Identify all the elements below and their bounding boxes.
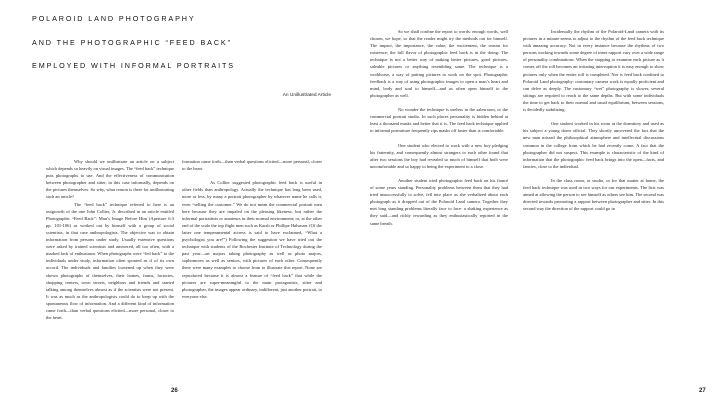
- paragraph: No wonder the technique is useless in the salesroom, or the commercial portrait studio. In such places personality is hidden behind at least a thousand masks and better that it is. The feed back technique applied to informal portraiture frequently rips masks off faster than is comfortable.: [370, 107, 508, 134]
- title-line-1: POLAROID LAND PHOTOGRAPHY: [32, 14, 196, 23]
- left-page-column-1: [46, 158, 174, 388]
- paragraph: One student who elected to work with a new boy pledging his fraternity, and consequently almost strangers to each other found that after two sessions the boy had revealed so much of himself that both were uncomfortable and so happy to being the experiment to a close.: [370, 142, 508, 169]
- article-title: [32, 14, 332, 85]
- right-page: [363, 0, 726, 420]
- paragraph: formation came forth—than verbal questions elicited—more personal, closer to the heart.: [182, 159, 322, 172]
- page-number-right: 27: [699, 388, 706, 394]
- right-page-column-1: [370, 28, 508, 378]
- title-line-2: AND THE PHOTOGRAPHIC “FEED BACK”: [32, 37, 232, 47]
- paragraph: In the class room, or studio, or for that matter at home, the feed back technique was used in two ways for our experiments. The first was aimed at allowing the person to see himself as others see him. The second was directed towards promoting a rapport between photographer and sitter. In this second way the direction of the rapport could go in: [523, 177, 664, 212]
- right-page-column-2: [523, 28, 664, 378]
- paragraph: As Collier suggested photographic feed back is useful in other fields than anthropology. Actually the technique has long been used, more or less, by many a portrait photographer by whatever name he calls it, even “selling the customer.” We do not mean the commercial portrait men here because they are impaled on the pleasing likeness; but rather the informal portraitists or amateurs in their normal environment; or, at the other end of the scale the top flight men such as Karsh or Phillipe Halsman. (Of the latter one temperamental actress is said to have exclaimed, “What a psychologist you are!”) Following the suggestion we have tried out the technique with students of the Rochester Institute of Technology during the past year—art majors taking photography as well as photo majors, sophomores as well as seniors, with pictures of each other. Consequently there were many examples to choose from to illustrate this report. None are reproduced because it is almost a feature of “feed back” that while the pictures are super-meaningful to the main protagonists, sitter and photographer, the images appear ordinary, indifferent, just another portrait, to everyone else.: [182, 180, 322, 299]
- paragraph: One student worked in his room at the dormitory and used as his subject a young dorm official. They shortly uncovered the fact that the new man missed the philosophical atmosphere and intellectual discussions common in the college from which he had recently come. A fact that the photographer did not suspect. This example is characteristic of the kind of information that the photographic feed back brings into the open—facts, and fancies, close to the individual.: [523, 121, 664, 169]
- page-number-left: 26: [171, 388, 178, 394]
- paragraph: The “feed back” technique referred to here is an outgrowth of the one John Collier, Jr. described in an article entitled Photographic “Feed Back”: Man’s Image Before Him (Aperture 6:3 pp. 101-106) as worked out by himself with a group of social scientists, in that case anthropologists. The objective was to obtain information from persons under study. Usually extensive questions were asked by trained scientists and answered, all too often, with a marked lack of enthusiasm. When photographs were “fed back” to the individuals under study, information often spouted as if of its own accord. The individuals and families loosened up when they were shown photographs of themselves, their homes, farms, factories, shopping centers, town streets, neighbors and friends and started talking among themselves almost as if the scientists were not present. It was as much as the anthropologists could do to keep up with the spontaneous flow of information. And a different kind of information came forth—than verbal questions elicited—more personal, closer to the heart.: [46, 201, 174, 321]
- paragraph: So we shall confine the report to words: enough words, well chosen, we hope, so that the reader might try the methods out for himself. The impact, the importance, the value, the excitement, the reason for existence; the full flavor of photographic feed back is in the doing: The technique is not a better way of making better pictures, good pictures, saleable pictures or anything resembling same. The technique is a workhorse, a way of putting pictures to work on the spot. Photographic feedback is a way of using photographic images to open a man’s heart and mind, body and soul to himself—and as often open himself to the photographer as well.: [370, 29, 508, 98]
- article-subtitle: An Unillustrated Article: [282, 93, 331, 98]
- paragraph: Why should we unillustrate an article on a subject which depends so heavily on visual images. The “feed back” technique puts photographs to use. And the effectiveness of communication between photographer and sitter, in this case informally, depends on the pictures themselves. So why, what reason is there for unillustrating such an article?: [46, 159, 174, 200]
- paragraph: Another student tried photographic feed back on his fiancé of some years standing. Personality problems between them that they had tried unsuccessfully to solve, fell into place as she verbalized about each photograph as it dropped out of the Polaroid Land camera. Together they met long standing problems literally face to face: a shaking experience as they said—and richly rewarding as they enthusiastically reported in the same breath.: [370, 177, 508, 226]
- title-line-3: EMPLOYED WITH INFORMAL PORTRAITS: [32, 61, 235, 70]
- paragraph: Incidentally the rhythm of the Polaroid-Land camera with its pictures in a minute seems to adjust to the rhythm of the feed back technique with amazing accuracy. Not in every instance because the rhythms of two persons working towards some degree of inner rapport vary over a wide range of personality combinations. When the stopping to examine each picture as it comes off the roll becomes an irritating interruption it is easy enough to show pictures only when the entire roll is completed. Nor is feed back confined to Polaroid Land photography: customary camera work is equally proficient and can delve as deeply. The customary “wet” photography is slower, several sittings are required to reach to the same depths. But with some individuals the time to get back to their normal and usual equilibrium, between sessions, is decidedly stabilizing.: [523, 29, 664, 113]
- left-page-column-2: [182, 158, 322, 388]
